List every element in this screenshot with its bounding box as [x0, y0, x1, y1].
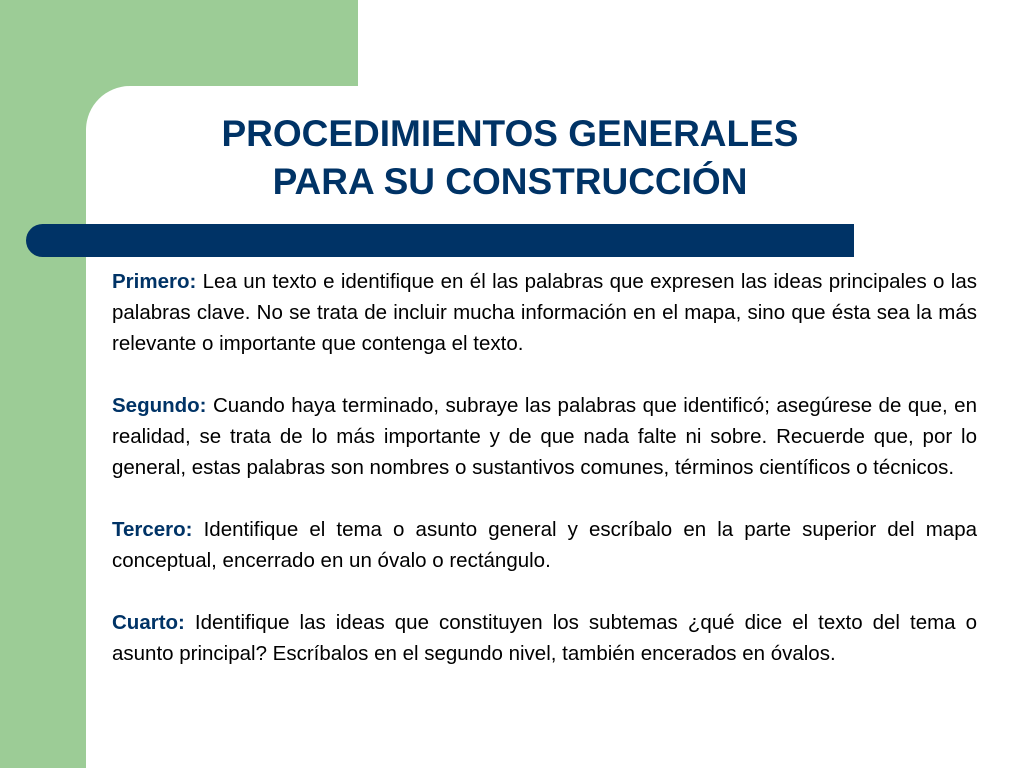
step-text: Lea un texto e identifique en él las palabras que expresen las ideas principales o las palabras clave. No se trata de incluir mucha información en el mapa, sino que ésta sea la más relevante o importante que contenga el texto. — [112, 270, 977, 355]
step-paragraph-tercero — [112, 514, 977, 576]
step-paragraph-cuarto — [112, 607, 977, 669]
slide-title-line-1: PROCEDIMIENTOS GENERALES — [221, 113, 799, 154]
step-paragraph-primero — [112, 266, 977, 359]
slide-title — [150, 110, 870, 206]
step-paragraph-segundo — [112, 390, 977, 483]
step-text: Identifique las ideas que constituyen los subtemas ¿qué dice el texto del tema o asunto principal? Escríbalos en el segundo nivel, también encerados en óvalos. — [112, 611, 977, 665]
step-label: Cuarto: — [112, 611, 185, 634]
step-label: Primero: — [112, 270, 197, 293]
slide-title-line-2: PARA SU CONSTRUCCIÓN — [272, 161, 748, 202]
slide-body — [112, 266, 977, 669]
step-label: Segundo: — [112, 394, 207, 417]
step-text: Identifique el tema o asunto general y escríbalo en la parte superior del mapa conceptual, encerrado en un óvalo o rectángulo. — [112, 518, 977, 572]
step-label: Tercero: — [112, 518, 193, 541]
title-underline-bar — [26, 224, 854, 257]
step-text: Cuando haya terminado, subraye las palabras que identificó; asegúrese de que, en realidad, se trata de lo más importante y de que nada falte ni sobre. Recuerde que, por lo general, estas palabras son nombres o sustantivos comunes, términos científicos o técnicos. — [112, 394, 977, 479]
